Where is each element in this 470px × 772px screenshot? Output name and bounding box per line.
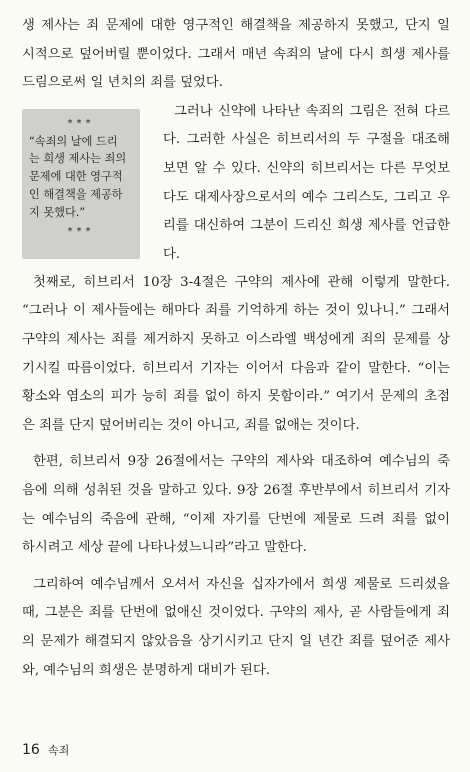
text-line: 의 문제가 해결되지 않았음을 상기시키고 단지 일 년간 죄를 덮어준 제사: [22, 633, 450, 649]
text-line: 다. 그러한 사실은 히브리서의 두 구절을 대조해: [163, 132, 450, 148]
text-line: 드림으로써 일 년치의 죄를 덮었다.: [22, 75, 223, 91]
text-line: 구약의 제사는 죄를 제거하지 못하고 이스라엘 백성에게 죄의 문제를 상: [22, 331, 450, 347]
pullquote-line: 문제에 대한 영구적: [29, 170, 123, 184]
text-line: 와, 예수님의 희생은 분명하게 대비가 된다.: [22, 662, 270, 678]
pullquote-line: “속죄의 날에 드리: [29, 134, 118, 148]
text-line: 다.: [163, 246, 181, 262]
text-line: 생 제사는 죄 문제에 대한 영구적인 해결책을 제공하지 못했고, 단지 일: [22, 18, 450, 33]
pullquote-section: [22, 98, 450, 269]
text-line: 한편, 히브리서 9장 26절에서는 구약의 제사와 대조하여 예수님의 죽: [33, 454, 450, 470]
intro-paragraph: [22, 12, 450, 98]
pullquote-line: 지 못했다.”: [29, 205, 86, 219]
text-line: 은 죄를 단지 덮어버리는 것이 아니고, 죄를 없애는 것이다.: [22, 417, 360, 433]
text-line: “그러나 이 제사들에는 해마다 죄를 기억하게 하는 것이 있나니.” 그래서: [22, 303, 450, 319]
mid-paragraph: [163, 98, 450, 270]
text-line: 다도 대제사장으로서의 예수 그리스도, 그리고 우: [163, 189, 450, 205]
paragraph-2: [22, 269, 450, 441]
text-line: 황소와 염소의 피가 능히 죄를 없이 하지 못함이라.” 여기서 문제의 초점: [22, 389, 450, 405]
page-body: [22, 12, 450, 685]
text-line: 그리하여 예수님께서 오셔서 자신을 십자가에서 희생 제물로 드리셨을: [33, 576, 450, 592]
pullquote-line: 는 희생 제사는 죄의: [29, 152, 127, 166]
page-number: 16: [22, 742, 40, 758]
text-line: 첫째로, 히브리서 10장 3-4절은 구약의 제사에 관해 이렇게 말한다.: [33, 274, 450, 290]
pullquote-stars-top: ***: [67, 117, 95, 129]
text-line: 하시려고 세상 끝에 나타나셨느니라”라고 말한다.: [22, 540, 307, 556]
text-line: 기시킬 따름이었다. 히브리서 기자는 이어서 다음과 같이 말한다. “이는: [22, 360, 450, 376]
paragraph-3: [22, 448, 450, 562]
text-line: 보면 알 수 있다. 신약의 히브리서는 다른 무엇보: [163, 160, 450, 176]
paragraph-4: [22, 571, 450, 685]
text-line: 때, 그분은 죄를 단번에 없애신 것이었다. 구약의 제사, 곧 사람들에게 죄: [22, 605, 450, 621]
page-footer: [22, 742, 69, 758]
section-label: 속죄: [47, 744, 70, 757]
text-line: 음에 의해 성취된 것을 말하고 있다. 9장 26절 후반부에서 히브리서 기자: [22, 482, 450, 498]
text-line: 그러나 신약에 나타난 속죄의 그림은 전혀 다르: [174, 103, 450, 119]
text-line: 는 예수님의 죽음에 관해, “이제 자기를 단번에 제물로 드려 죄를 없이: [22, 511, 450, 527]
pullquote-box: [22, 109, 140, 259]
text-line: 시적으로 덮어버릴 뿐이었다. 그래서 매년 속죄의 날에 다시 희생 제사를: [22, 46, 450, 62]
pullquote-text: [29, 133, 133, 222]
pullquote-line: 인 해결책을 제공하: [29, 187, 123, 201]
pullquote-stars-bottom: ***: [67, 226, 95, 238]
text-line: 리를 대신하여 그분이 드리신 희생 제사를 언급한: [163, 218, 450, 234]
